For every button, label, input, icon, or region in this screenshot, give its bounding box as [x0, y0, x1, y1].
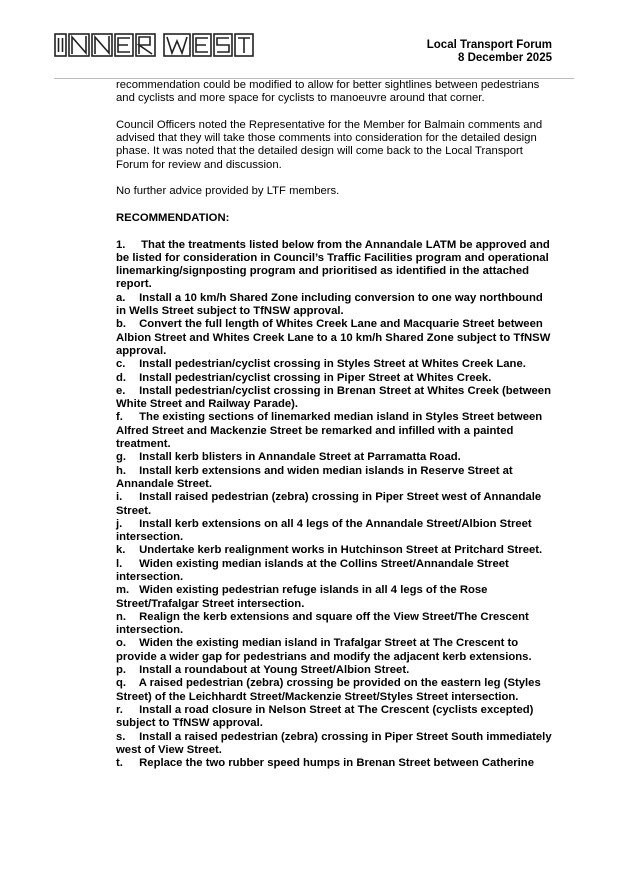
paragraph: Council Officers noted the Representative for the Member for Balmain comments and advised that they will take those comments into consideration for the detailed design phase. It was noted that the detailed design will come back to the Local Transport Forum for review and discussion.: [116, 118, 543, 171]
paragraph: recommendation could be modified to allow for better sightlines between pedestrians and cyclists and more space for cyclists to manoeuvre around that corner.: [116, 79, 540, 105]
meeting-date: 8 December 2025: [458, 52, 552, 64]
meeting-title: Local Transport Forum: [426, 39, 552, 51]
logo-graphic: [54, 32, 254, 58]
recommendation-item: o. Widen the existing median island in Trafalgar Street at The Crescent to provide a wider gap for pedestrians and modify the adjacent kerb extensions.: [116, 637, 532, 663]
recommendation-item: b. Convert the full length of Whites Creek Lane and Macquarie Street between Albion Street and Whites Creek Lane to a 10 km/h Shared Zone subject to TfNSW approval.: [116, 318, 551, 357]
recommendation-item: 1. That the treatments listed below from the Annandale LATM be approved and be listed for consideration in Council’s Traffic Facilities program and operational linemarking/signposting program and prioritised as identified in the attached report.: [116, 238, 550, 291]
recommendation-item: q. A raised pedestrian (zebra) crossing be provided on the eastern leg (Styles Street) of the Leichhardt Street/Mackenzie Street/Styles Street intersection.: [116, 677, 541, 703]
recommendation-item: d. Install pedestrian/cyclist crossing in Piper Street at Whites Creek.: [116, 371, 492, 384]
recommendation-item: j. Install kerb extensions on all 4 legs of the Annandale Street/Albion Street intersection.: [116, 517, 532, 544]
recommendation-item: s. Install a raised pedestrian (zebra) crossing in Piper Street South immediately west of View Street.: [116, 730, 552, 756]
document-body: [116, 79, 554, 770]
recommendation-list: [116, 239, 554, 771]
recommendation-heading: RECOMMENDATION:: [116, 211, 230, 224]
recommendation-item: h. Install kerb extensions and widen median islands in Reserve Street at Annandale Street.: [116, 464, 513, 490]
recommendation-item: n. Realign the kerb extensions and square off the View Street/The Crescent intersection.: [116, 610, 529, 637]
recommendation-item: f. The existing sections of linemarked median island in Styles Street between Alfred Street and Mackenzie Street be remarked and infilled with a painted treatment.: [116, 411, 543, 451]
paragraph: No further advice provided by LTF members.: [116, 185, 340, 198]
recommendation-item: e. Install pedestrian/cyclist crossing in Brenan Street at Whites Creek (between White Street and Railway Parade).: [116, 384, 551, 411]
recommendation-item: r. Install a road closure in Nelson Street at The Crescent (cyclists excepted) subject to TfNSW approval.: [116, 703, 534, 730]
recommendation-item: i. Install raised pedestrian (zebra) crossing in Piper Street west of Annandale Street.: [116, 491, 542, 517]
recommendation-item: a. Install a 10 km/h Shared Zone including conversion to one way northbound in Wells Street subject to TfNSW approval.: [116, 291, 543, 318]
recommendation-item: g. Install kerb blisters in Annandale Street at Parramatta Road.: [116, 451, 461, 464]
inner-west-logo: [54, 32, 254, 58]
recommendation-item: c. Install pedestrian/cyclist crossing in Styles Street at Whites Creek Lane.: [116, 358, 526, 371]
recommendation-item: k. Undertake kerb realignment works in Hutchinson Street at Pritchard Street.: [116, 544, 543, 557]
recommendation-item: l. Widen existing median islands at the Collins Street/Annandale Street intersection.: [116, 557, 509, 583]
document-header: [427, 39, 552, 65]
recommendation-item: t. Replace the two rubber speed humps in Brenan Street between Catherine: [116, 757, 534, 770]
recommendation-item: p. Install a roundabout at Young Street/Albion Street.: [116, 664, 410, 677]
recommendation-item: m. Widen existing pedestrian refuge islands in all 4 legs of the Rose Street/Trafalgar Street intersection.: [116, 584, 488, 610]
